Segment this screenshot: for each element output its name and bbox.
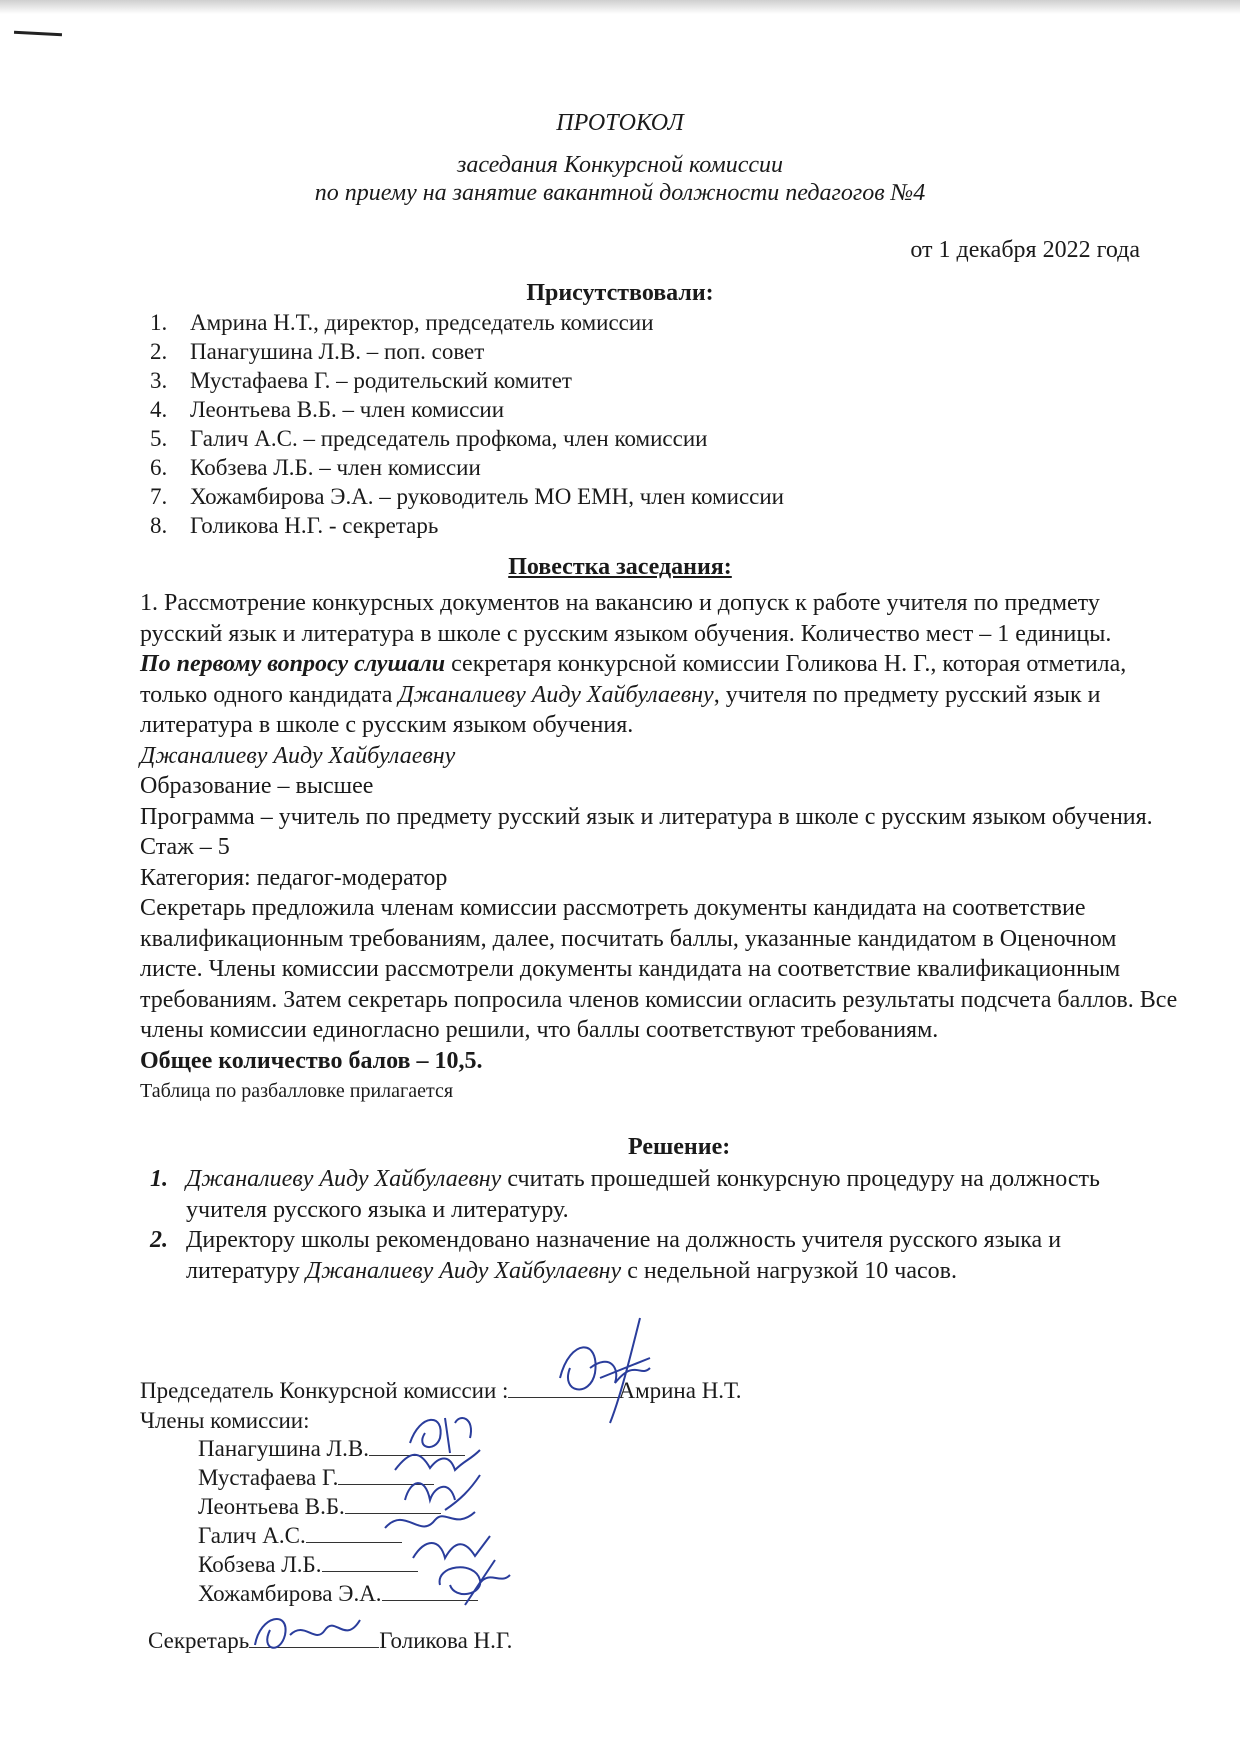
agenda-item-1: 1. Рассмотрение конкурсных документов на вакансию и допуск к работе учителя по предмету русский язык и литература в школе с русским языком обучения. Количество мест – 1 единицы. xyxy=(140,590,1112,647)
decision-item-2-number: 2. xyxy=(150,1227,168,1253)
attendee-list xyxy=(150,308,784,540)
secretary-signature xyxy=(245,1605,375,1660)
decision-item-1 xyxy=(150,1164,1150,1225)
attendee-text: Леонтьева В.Б. – член комиссии xyxy=(190,397,505,422)
attendees-heading: Присутствовали: xyxy=(526,280,714,306)
attendee-item xyxy=(150,453,784,482)
attendee-number: 4. xyxy=(150,397,168,422)
attendee-number: 3. xyxy=(150,368,168,393)
attendee-number: 2. xyxy=(150,339,168,364)
attendee-number: 5. xyxy=(150,426,168,451)
member-signature-line xyxy=(322,1553,418,1572)
total-score: Общее количество балов – 10,5. xyxy=(140,1047,483,1074)
category: Категория: педагог-модератор xyxy=(140,864,448,891)
decision-item-2-text-1: Директору школы рекомендовано назначение на должность учителя русского языка и литературу xyxy=(186,1227,1062,1284)
program: Программа – учитель по предмету русский язык и литература в школе с русским языком обучения. xyxy=(140,803,1153,830)
member-name: Мустафаева Г. xyxy=(198,1465,339,1490)
attendee-number: 6. xyxy=(150,455,168,480)
education: Образование – высшее xyxy=(140,773,374,799)
decision-item-2 xyxy=(150,1225,1150,1286)
attendee-number: 8. xyxy=(150,513,168,538)
attendee-item xyxy=(150,337,784,366)
decision-item-1-text: считать прошедшей конкурсную процедуру на должность учителя русского языка и литературу. xyxy=(186,1166,1100,1223)
member-name: Панагушина Л.В. xyxy=(198,1436,369,1461)
scan-edge xyxy=(0,0,1240,14)
agenda-body xyxy=(140,588,1180,1107)
agenda-heading: Повестка заседания: xyxy=(508,554,732,580)
heard-paragraph xyxy=(140,649,1180,741)
table-note: Таблица по разбалловке прилагается xyxy=(140,1080,454,1102)
candidate-name-inline: Джаналиеву Аиду Хайбулаевну xyxy=(398,681,714,708)
member-signature-row xyxy=(198,1552,418,1578)
subtitle-line-1: заседания Конкурсной комиссии xyxy=(456,152,784,178)
secretary-label: Секретарь xyxy=(148,1628,250,1653)
attendee-text: Голикова Н.Г. - секретарь xyxy=(190,513,439,538)
member-name: Галич А.С. xyxy=(198,1523,306,1548)
members-label: Члены комиссии: xyxy=(140,1408,310,1433)
member-name: Хожамбирова Э.А. xyxy=(198,1581,382,1606)
heard-text-2: , учителя по предмету русский язык и литература в школе с русским языком обучения. xyxy=(140,681,1101,738)
attendee-item xyxy=(150,308,784,337)
heard-label: По первому вопросу слушали xyxy=(140,651,446,677)
chair-name: Амрина Н.Т. xyxy=(618,1378,742,1403)
discussion: Секретарь предложила членам комиссии рассмотреть документы кандидата на соответствие квалификационным требованиям, далее, посчитать баллы, указанные кандидатом в Оценочном листе. Члены комиссии рассмотрели документы кандидата на соответствие квалификационным требованиям. Затем секретарь попросила членов комиссии огласить результаты подсчета баллов. Все члены комиссии единогласно решили, что баллы соответствуют требованиям. xyxy=(140,895,1178,1043)
member-signature-row xyxy=(198,1523,402,1549)
protocol-date: от 1 декабря 2022 года xyxy=(910,237,1140,263)
decision-item-1-name: Джаналиеву Аиду Хайбулаевну xyxy=(186,1166,502,1192)
attendee-item xyxy=(150,424,784,453)
attendee-number: 7. xyxy=(150,484,168,509)
member-name: Леонтьева В.Б. xyxy=(198,1494,345,1519)
attendee-item xyxy=(150,482,784,511)
attendee-item xyxy=(150,366,784,395)
chair-signature xyxy=(540,1298,700,1428)
attendee-item xyxy=(150,395,784,424)
attendee-text: Кобзева Л.Б. – член комиссии xyxy=(190,455,481,480)
member-signature-6 xyxy=(425,1555,525,1610)
subtitle-line-2: по приему на занятие вакантной должности педагогов №4 xyxy=(314,180,926,206)
corner-mark xyxy=(14,31,62,37)
decision-item-2-name: Джаналиеву Аиду Хайбулаевну xyxy=(305,1257,622,1284)
secretary-name: Голикова Н.Г. xyxy=(379,1628,513,1653)
candidate-name: Джаналиеву Аиду Хайбулаевну xyxy=(140,742,456,769)
attendee-text: Галич А.С. – председатель профкома, член комиссии xyxy=(190,426,708,451)
attendee-text: Амрина Н.Т., директор, председатель комиссии xyxy=(190,310,654,335)
heard-text-1: секретаря конкурсной комиссии Голикова Н. Г., которая отметила, только одного кандидата xyxy=(140,651,1127,708)
decision-list xyxy=(150,1164,1150,1286)
decision-heading: Решение: xyxy=(628,1134,731,1160)
member-name: Кобзева Л.Б. xyxy=(198,1552,322,1577)
attendee-text: Хожамбирова Э.А. – руководитель МО ЕМН, член комиссии xyxy=(190,484,784,509)
decision-item-2-text-2: с недельной нагрузкой 10 часов. xyxy=(621,1257,957,1284)
attendee-text: Мустафаева Г. – родительский комитет xyxy=(190,368,572,393)
attendee-text: Панагушина Л.В. – поп. совет xyxy=(190,339,485,364)
attendee-item xyxy=(150,511,784,540)
chair-label: Председатель Конкурсной комиссии : xyxy=(140,1378,509,1403)
page-title: ПРОТОКОЛ xyxy=(556,110,684,136)
attendee-number: 1. xyxy=(150,310,168,335)
decision-item-1-number: 1. xyxy=(150,1166,168,1192)
experience: Стаж – 5 xyxy=(140,834,230,860)
